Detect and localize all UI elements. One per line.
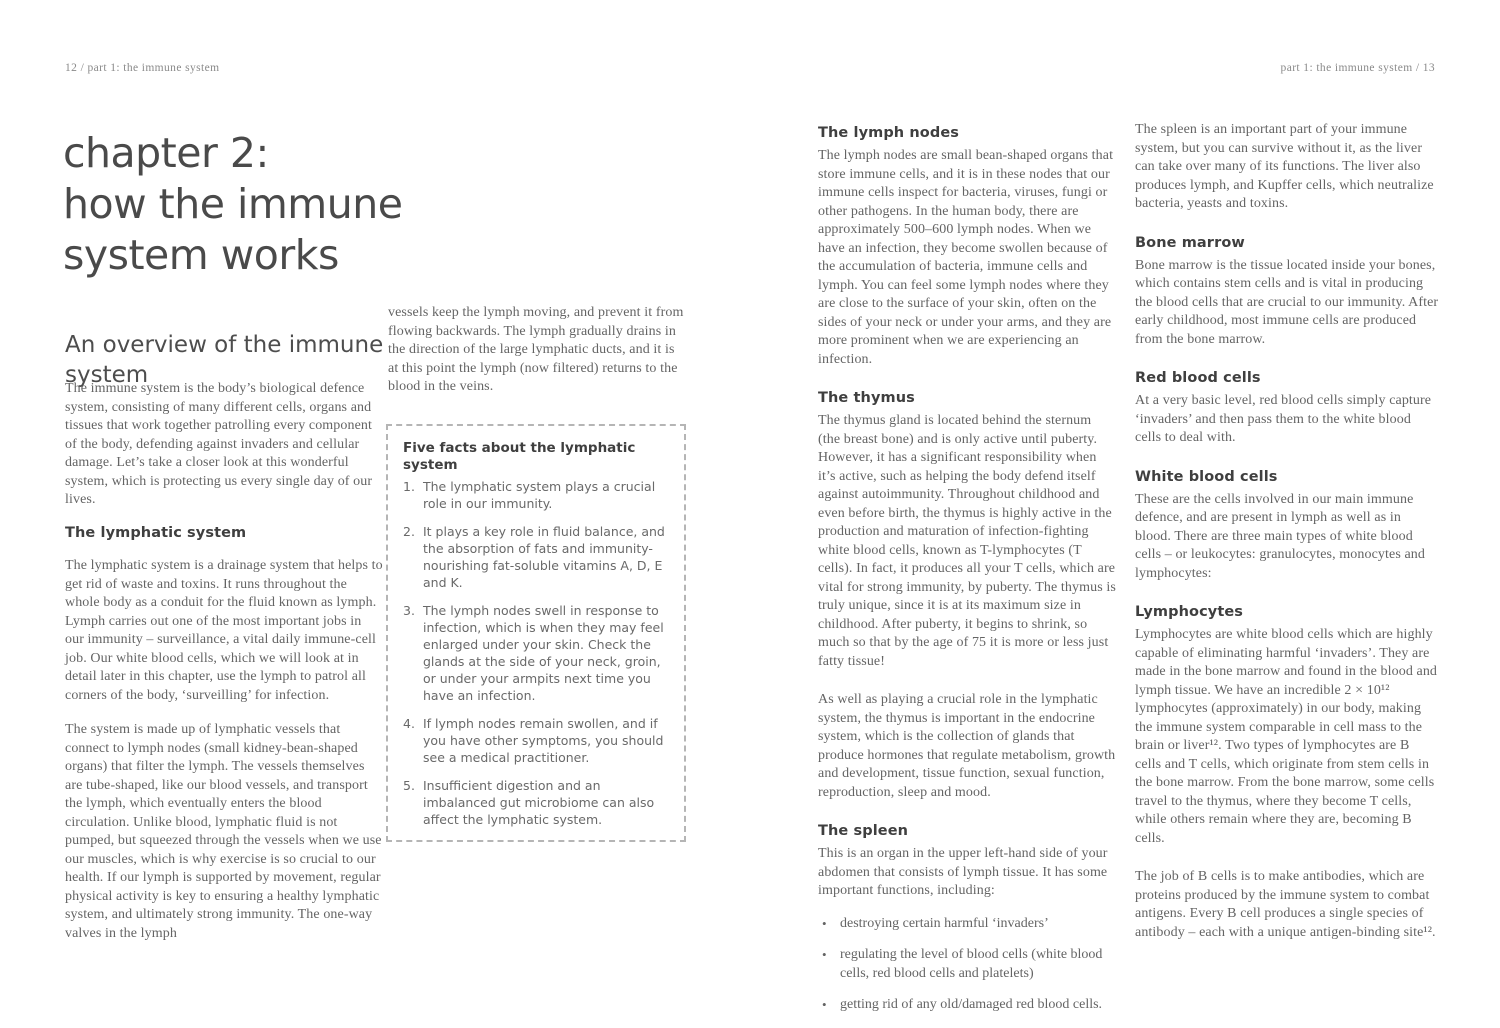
lymphatic-paragraph-1: The lymphatic system is a drainage system that helps to get rid of waste and toxins. It runs throughout the whole body as a conduit for the fluid known as lymph. Lymph carries out one of the most important jobs in our immunity – surveillance, a vital daily immune-cell job. Our white blood cells, which we will look at in detail later in this chapter, use the lymph to patrol all corners of the body, ‘surveilling’ for infection. — [65, 558, 383, 703]
spleen-bullet — [818, 946, 1116, 983]
lymphocytes-paragraph-1: Lymphocytes are white blood cells which are highly capable of eliminating harmful ‘invaders’. They are made in the bone marrow and found in the blood and lymph tissue. We have an incredible 2 × 10¹² lymphocytes (approximately) in our body, making the immune system comparable in cell mass to the brain or liver¹². Two types of lymphocytes are B cells and T cells, which originate from stem cells in the bone marrow. From the bone marrow, some cells travel to the thymus, where they become T cells, while others remain where they are, becoming B cells. — [1135, 627, 1438, 846]
spleen-bullet-list — [818, 915, 1116, 1015]
thymus-paragraph-1: The thymus gland is located behind the sternum (the breast bone) and is only active until puberty. However, it has a significant responsibility when it’s active, such as helping the body defend itself against autoimmunity. Throughout childhood and even before birth, the thymus is highly active in the production and maturation of infection-fighting white blood cells, known as T-lymphocytes (T cells). In fact, it produces all your T cells, which are vital for strong immunity, by puberty. The thymus is truly unique, since it is at its maximum size in childhood. After puberty, it begins to shrink, so much so that by the age of 75 it is more or less just fatty tissue! — [818, 413, 1116, 669]
red-blood-cells-heading: Red blood cells — [1135, 370, 1261, 386]
lymphocytes-paragraph-2: The job of B cells is to make antibodies, which are proteins produced by the immune system to combat antigens. Every B cell produces a single species of antibody – each with a unique antigen-binding site¹². — [1135, 869, 1436, 940]
white-blood-cells-paragraph: These are the cells involved in our main immune defence, and are present in lymph as well as in blood. There are three main types of white blood cells – or leukocytes: granulocytes, monocytes and lymphocytes: — [1135, 491, 1425, 581]
overview-heading: An overview of the immune system — [65, 332, 384, 389]
thymus-heading: The thymus — [818, 390, 915, 406]
spleen-heading: The spleen — [818, 823, 909, 839]
lymph-nodes-heading: The lymph nodes — [818, 125, 960, 141]
fact-item — [403, 523, 669, 591]
chapter-title-line-1: chapter 2: — [63, 129, 269, 177]
bullet-icon: • — [822, 997, 827, 1012]
lymphatic-paragraph-3: vessels keep the lymph moving, and prevent it from flowing backwards. The lymph gradually drains in the direction of the large lymphatic ducts, and it is at this point the lymph (now filtered) returns to the blood in the veins. — [388, 305, 684, 394]
lymphatic-system-heading: The lymphatic system — [65, 525, 247, 541]
spleen-continued-paragraph: The spleen is an important part of your immune system, but you can survive without it, as the liver can take over many of its functions. The liver also produces lymph, and Kupffer cells, which neutralize bacteria, yeasts and toxins. — [1135, 122, 1434, 211]
right-page-column-2 — [1135, 121, 1439, 962]
bullet-icon: • — [822, 947, 827, 962]
thymus-paragraph-2: As well as playing a crucial role in the lymphatic system, the thymus is important in the endocrine system, which is the collection of glands that produce hormones that regulate metabolism, growth and development, tissue function, sexual function, reproduction, sleep and mood. — [818, 692, 1116, 800]
lymph-nodes-paragraph: The lymph nodes are small bean-shaped organs that store immune cells, and it is in these nodes that our immune cells inspect for bacteria, viruses, fungi or other pathogens. In the human body, there are approximately 500–600 lymph nodes. When we have an infection, they become swollen because of the accumulation of bacteria, immune cells and lymph. You can feel some lymph nodes where they are close to the surface of your skin, often on the sides of your neck or under your arms, and they are more prominent when we are experiencing an infection. — [818, 148, 1114, 367]
fact-text: The lymph nodes swell in response to infection, which is when they may feel enlarged under your skin. Check the glands at the side of your neck, groin, or under your armpits next time you have an infection. — [423, 603, 664, 703]
five-facts-title: Five facts about the lymphatic system — [403, 440, 636, 473]
spleen-intro: This is an organ in the upper left-hand side of your abdomen that consists of lymph tissue. It has some important functions, including: — [818, 846, 1108, 898]
white-blood-cells-heading: White blood cells — [1135, 468, 1278, 485]
right-page-column-1 — [818, 124, 1116, 1028]
fact-text: Insufficient digestion and an imbalanced gut microbiome can also affect the lymphatic system. — [423, 778, 655, 827]
fact-number: 2. — [403, 524, 415, 539]
chapter-title-line-3: system works — [63, 231, 339, 279]
chapter-title — [63, 128, 583, 281]
bullet-text: getting rid of any old/damaged red blood cells. — [840, 997, 1103, 1012]
five-facts-list — [403, 478, 669, 828]
bullet-icon: • — [822, 915, 827, 931]
fact-number: 1. — [403, 479, 415, 494]
running-header-left: 12 / part 1: the immune system — [65, 62, 220, 74]
spleen-bullet — [818, 996, 1116, 1015]
overview-paragraph: The immune system is the body’s biological defence system, consisting of many different cells, organs and tissues that work together patrolling every component of the body, defending against invaders and cellular damage. Let’s take a closer look at this wonderful system, which is protecting us every single day of our lives. — [65, 381, 373, 507]
fact-text: The lymphatic system plays a crucial role in our immunity. — [423, 479, 656, 511]
fact-item — [403, 478, 669, 512]
bone-marrow-paragraph: Bone marrow is the tissue located inside your bones, which contains stem cells and is vital in producing the blood cells that are crucial to our immunity. After early childhood, most immune cells are produced from the bone marrow. — [1135, 257, 1439, 347]
spleen-bullet — [818, 915, 1116, 934]
fact-item — [403, 602, 669, 704]
bone-marrow-heading: Bone marrow — [1135, 234, 1245, 251]
bullet-text: destroying certain harmful ‘invaders’ — [840, 915, 1049, 931]
fact-item — [403, 777, 669, 828]
fact-number: 4. — [403, 716, 415, 731]
fact-item — [403, 715, 669, 766]
fact-number: 5. — [403, 778, 415, 793]
running-header-right: part 1: the immune system / 13 — [1280, 62, 1435, 74]
fact-number: 3. — [403, 603, 415, 618]
chapter-title-line-2: how the immune — [63, 180, 403, 228]
five-facts-box — [386, 424, 686, 842]
fact-text: If lymph nodes remain swollen, and if you have other symptoms, you should see a medical practitioner. — [423, 716, 664, 765]
red-blood-cells-paragraph: At a very basic level, red blood cells simply capture ‘invaders’ and then pass them to the white blood cells to deal with. — [1135, 393, 1432, 445]
lymphatic-paragraph-2: The system is made up of lymphatic vessels that connect to lymph nodes (small kidney-bean-shaped organs) that filter the lymph. The vessels themselves are tube-shaped, like our blood vessels, and transport the lymph, which eventually enters the blood circulation. Unlike blood, lymphatic fluid is not pumped, but squeezed through the vessels when we use our muscles, which is why exercise is so crucial to our health. If our lymph is supported by movement, regular physical activity is key to ensuring a healthy lymphatic system, and ultimately strong immunity. The one-way valves in the lymph — [65, 722, 382, 941]
fact-text: It plays a key role in fluid balance, and the absorption of fats and immunity-nourishing fat-soluble vitamins A, D, E and K. — [423, 524, 665, 590]
lymphocytes-heading: Lymphocytes — [1135, 604, 1244, 620]
bullet-text: regulating the level of blood cells (white blood cells, red blood cells and platelets) — [840, 947, 1103, 981]
